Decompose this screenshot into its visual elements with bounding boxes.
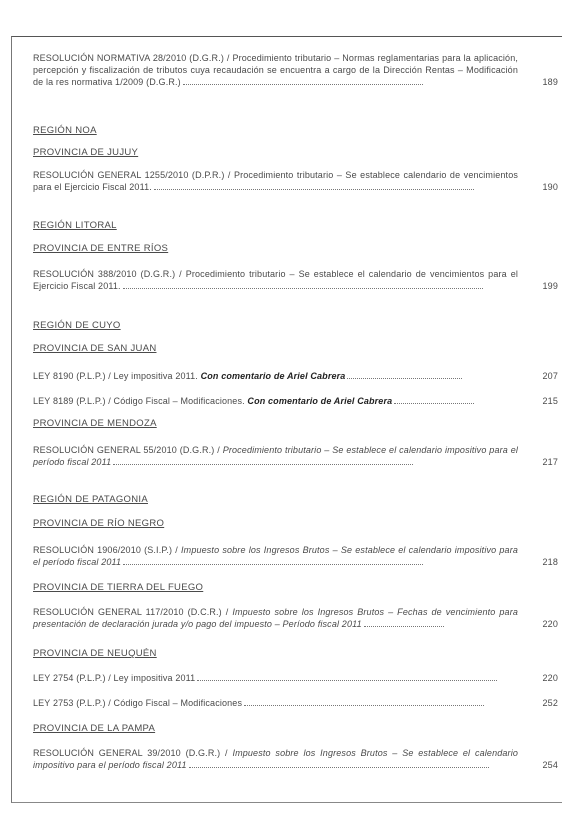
entry-text-part: RESOLUCIÓN 388/2010 (D.G.R.) / Procedimiento tributario – Se establece el calendario de vencimientos para el Ejercicio Fiscal 2011. (33, 269, 518, 291)
entry-text (33, 747, 518, 771)
page-number: 217 (542, 457, 558, 467)
toc-entry (33, 606, 558, 630)
entry-text-part: LEY 8189 (P.L.P.) / Código Fiscal – Modificaciones. (33, 396, 248, 406)
toc-entry (33, 672, 558, 684)
section-heading: PROVINCIA DE JUJUY (33, 147, 139, 158)
page-number: 220 (542, 619, 558, 629)
dot-leader (123, 280, 483, 289)
dot-leader (154, 181, 474, 190)
section-heading: REGIÓN DE CUYO (33, 320, 121, 331)
toc-entry (33, 747, 558, 771)
entry-text (33, 268, 518, 292)
section-heading: PROVINCIA DE TIERRA DEL FUEGO (33, 582, 204, 593)
section-heading: PROVINCIA DE MENDOZA (33, 418, 157, 429)
toc-entry (33, 395, 558, 407)
toc-entry (33, 697, 558, 709)
toc-entry (33, 268, 558, 292)
section-heading: PROVINCIA DE SAN JUAN (33, 343, 157, 354)
toc-entry (33, 52, 558, 88)
page-number: 252 (542, 698, 558, 708)
entry-text-part: Impuesto sobre los Ingresos Brutos – Se establece el calendario impositivo para el período fiscal 2011 (33, 545, 518, 567)
entry-text (33, 672, 518, 684)
page-number: 254 (542, 760, 558, 770)
entry-text (33, 169, 518, 193)
entry-text-part: RESOLUCIÓN GENERAL 39/2010 (D.G.R.) / (33, 748, 233, 758)
dot-leader (394, 395, 474, 404)
page-number: 215 (542, 396, 558, 406)
entry-text (33, 697, 518, 709)
entry-text-part: RESOLUCIÓN GENERAL 1255/2010 (D.P.R.) / Procedimiento tributario – Se establece calendario de vencimientos para el Ejercicio Fiscal 2011. (33, 170, 518, 192)
entry-text-part: RESOLUCIÓN GENERAL 55/2010 (D.G.R.) / (33, 445, 223, 455)
entry-text-part: RESOLUCIÓN GENERAL 117/2010 (D.C.R.) / (33, 607, 233, 617)
dot-leader (183, 76, 423, 85)
toc-entry (33, 370, 558, 382)
entry-text-part: Procedimiento tributario – Se establece el calendario impositivo para el período fiscal 2011 (33, 445, 519, 467)
dot-leader (364, 618, 444, 627)
page-number: 190 (542, 182, 558, 192)
entry-text-part: LEY 2753 (P.L.P.) / Código Fiscal – Modificaciones (33, 698, 243, 708)
toc-entry (33, 444, 558, 468)
section-heading: PROVINCIA DE NEUQUÉN (33, 648, 157, 659)
commentary-label: Con comentario de Ariel Cabrera (200, 371, 346, 381)
dot-leader (189, 759, 489, 768)
toc-entry (33, 169, 558, 193)
page-number: 220 (542, 673, 558, 683)
section-heading: REGIÓN DE PATAGONIA (33, 494, 148, 505)
entry-text-part: Impuesto sobre los Ingresos Brutos – Se establece el calendario impositivo para el período fiscal 2011 (33, 748, 518, 770)
entry-text (33, 52, 518, 88)
entry-text-part: RESOLUCIÓN 1906/2010 (S.I.P.) / (33, 545, 182, 555)
page-number: 189 (542, 77, 558, 87)
page-number: 218 (542, 557, 558, 567)
entry-text-part: RESOLUCIÓN NORMATIVA 28/2010 (D.G.R.) / Procedimiento tributario – Normas reglamentarias para la aplicación, percepción y fiscalización de tributos cuya recaudación se encuentra a cargo de la Dirección Rentas – Modificación de la res normativa 1/2009 (D.G.R.) (33, 53, 518, 87)
page-number: 207 (542, 371, 558, 381)
toc-entry (33, 544, 558, 568)
dot-leader (113, 456, 413, 465)
dot-leader (244, 697, 484, 706)
section-heading: REGIÓN NOA (33, 125, 97, 136)
section-heading: PROVINCIA DE RÍO NEGRO (33, 518, 165, 529)
section-heading: PROVINCIA DE LA PAMPA (33, 723, 156, 734)
entry-text (33, 544, 518, 568)
page-number: 199 (542, 281, 558, 291)
entry-text (33, 606, 518, 630)
section-heading: PROVINCIA DE ENTRE RÍOS (33, 243, 169, 254)
entry-text-part: LEY 8190 (P.L.P.) / Ley impositiva 2011. (33, 371, 201, 381)
dot-leader (123, 556, 423, 565)
entry-text (33, 444, 518, 468)
dot-leader (197, 672, 497, 681)
entry-text (33, 370, 518, 382)
dot-leader (347, 370, 462, 379)
entry-text-part: LEY 2754 (P.L.P.) / Ley impositiva 2011 (33, 673, 196, 683)
section-heading: REGIÓN LITORAL (33, 220, 117, 231)
entry-text (33, 395, 518, 407)
entry-text-part: Impuesto sobre los Ingresos Brutos – Fechas de vencimiento para presentación de declaración jurada y/o pago del impuesto – Período fiscal 2011 (33, 607, 518, 629)
commentary-label: Con comentario de Ariel Cabrera (247, 396, 393, 406)
